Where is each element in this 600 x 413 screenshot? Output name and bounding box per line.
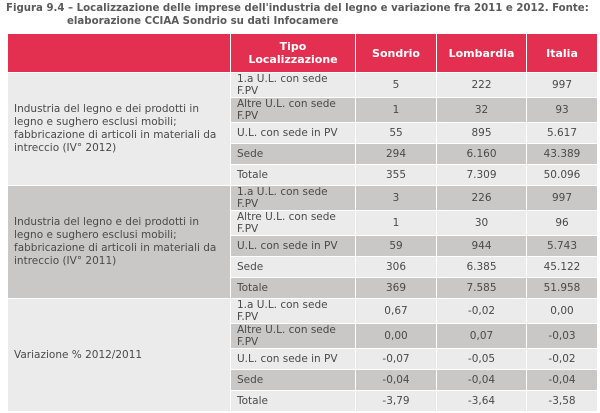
lombardia-cell: 0,07 bbox=[437, 324, 527, 349]
table-row bbox=[8, 186, 598, 211]
italia-cell: 0,00 bbox=[527, 299, 598, 324]
header-empty bbox=[8, 34, 231, 73]
lombardia-cell: 32 bbox=[437, 98, 527, 123]
sondrio-cell: -0,04 bbox=[356, 370, 437, 391]
tipo-cell: Sede bbox=[231, 257, 356, 278]
header-row bbox=[8, 34, 598, 73]
tipo-cell: 1.a U.L. con sede F.PV bbox=[231, 186, 356, 211]
italia-cell: -3,58 bbox=[527, 391, 598, 412]
italia-cell: -0,02 bbox=[527, 349, 598, 370]
sondrio-cell: 55 bbox=[356, 123, 437, 144]
group-label: Variazione % 2012/2011 bbox=[8, 299, 231, 412]
tipo-cell: Altre U.L. con sede F.PV bbox=[231, 324, 356, 349]
tipo-cell: U.L. con sede in PV bbox=[231, 123, 356, 144]
italia-cell: 96 bbox=[527, 211, 598, 236]
table-row bbox=[8, 299, 598, 324]
sondrio-cell: 5 bbox=[356, 73, 437, 98]
sondrio-cell: -3,79 bbox=[356, 391, 437, 412]
lombardia-cell: 222 bbox=[437, 73, 527, 98]
tipo-cell: Altre U.L. con sede F.PV bbox=[231, 211, 356, 236]
header-tipo: Tipo Localizzazione bbox=[231, 34, 356, 73]
tipo-cell: Totale bbox=[231, 391, 356, 412]
group-label: Industria del legno e dei prodotti in legno e sughero esclusi mobili; fabbricazione di articoli in materiali da intreccio (IV° 2011) bbox=[8, 186, 231, 299]
italia-cell: 50.096 bbox=[527, 165, 598, 186]
lombardia-cell: 7.585 bbox=[437, 278, 527, 299]
header-sondrio: Sondrio bbox=[356, 34, 437, 73]
sondrio-cell: 1 bbox=[356, 211, 437, 236]
sondrio-cell: 1 bbox=[356, 98, 437, 123]
italia-cell: 997 bbox=[527, 73, 598, 98]
data-table bbox=[7, 33, 598, 412]
sondrio-cell: 59 bbox=[356, 236, 437, 257]
italia-cell: 93 bbox=[527, 98, 598, 123]
tipo-cell: Sede bbox=[231, 144, 356, 165]
italia-cell: -0,04 bbox=[527, 370, 598, 391]
sondrio-cell: 306 bbox=[356, 257, 437, 278]
italia-cell: -0,03 bbox=[527, 324, 598, 349]
lombardia-cell: -0,02 bbox=[437, 299, 527, 324]
italia-cell: 5.617 bbox=[527, 123, 598, 144]
sondrio-cell: 3 bbox=[356, 186, 437, 211]
sondrio-cell: 294 bbox=[356, 144, 437, 165]
sondrio-cell: 369 bbox=[356, 278, 437, 299]
header-italia: Italia bbox=[527, 34, 598, 73]
tipo-cell: Sede bbox=[231, 370, 356, 391]
tipo-cell: U.L. con sede in PV bbox=[231, 236, 356, 257]
header-lombardia: Lombardia bbox=[437, 34, 527, 73]
lombardia-cell: -0,05 bbox=[437, 349, 527, 370]
lombardia-cell: 7.309 bbox=[437, 165, 527, 186]
lombardia-cell: 6.385 bbox=[437, 257, 527, 278]
sondrio-cell: 355 bbox=[356, 165, 437, 186]
lombardia-cell: 6.160 bbox=[437, 144, 527, 165]
tipo-cell: Altre U.L. con sede F.PV bbox=[231, 98, 356, 123]
sondrio-cell: 0,00 bbox=[356, 324, 437, 349]
italia-cell: 43.389 bbox=[527, 144, 598, 165]
tipo-cell: 1.a U.L. con sede F.PV bbox=[231, 73, 356, 98]
italia-cell: 5.743 bbox=[527, 236, 598, 257]
lombardia-cell: 30 bbox=[437, 211, 527, 236]
figure-caption bbox=[6, 2, 598, 28]
tipo-cell: Totale bbox=[231, 278, 356, 299]
italia-cell: 45.122 bbox=[527, 257, 598, 278]
sondrio-cell: 0,67 bbox=[356, 299, 437, 324]
lombardia-cell: 226 bbox=[437, 186, 527, 211]
group-label: Industria del legno e dei prodotti in legno e sughero esclusi mobili; fabbricazione di articoli in materiali da intreccio (IV° 2012) bbox=[8, 73, 231, 186]
italia-cell: 51.958 bbox=[527, 278, 598, 299]
italia-cell: 997 bbox=[527, 186, 598, 211]
tipo-cell: 1.a U.L. con sede F.PV bbox=[231, 299, 356, 324]
lombardia-cell: 895 bbox=[437, 123, 527, 144]
lombardia-cell: -3,64 bbox=[437, 391, 527, 412]
lombardia-cell: -0,04 bbox=[437, 370, 527, 391]
caption-line-1: Figura 9.4 – Localizzazione delle imprese dell'industria del legno e variazione fra 2011 e 2012. Fonte: bbox=[6, 3, 589, 14]
tipo-cell: Totale bbox=[231, 165, 356, 186]
sondrio-cell: -0,07 bbox=[356, 349, 437, 370]
lombardia-cell: 944 bbox=[437, 236, 527, 257]
tipo-cell: U.L. con sede in PV bbox=[231, 349, 356, 370]
table-row bbox=[8, 73, 598, 98]
caption-line-2: elaborazione CCIAA Sondrio su dati Infocamere bbox=[67, 16, 339, 27]
